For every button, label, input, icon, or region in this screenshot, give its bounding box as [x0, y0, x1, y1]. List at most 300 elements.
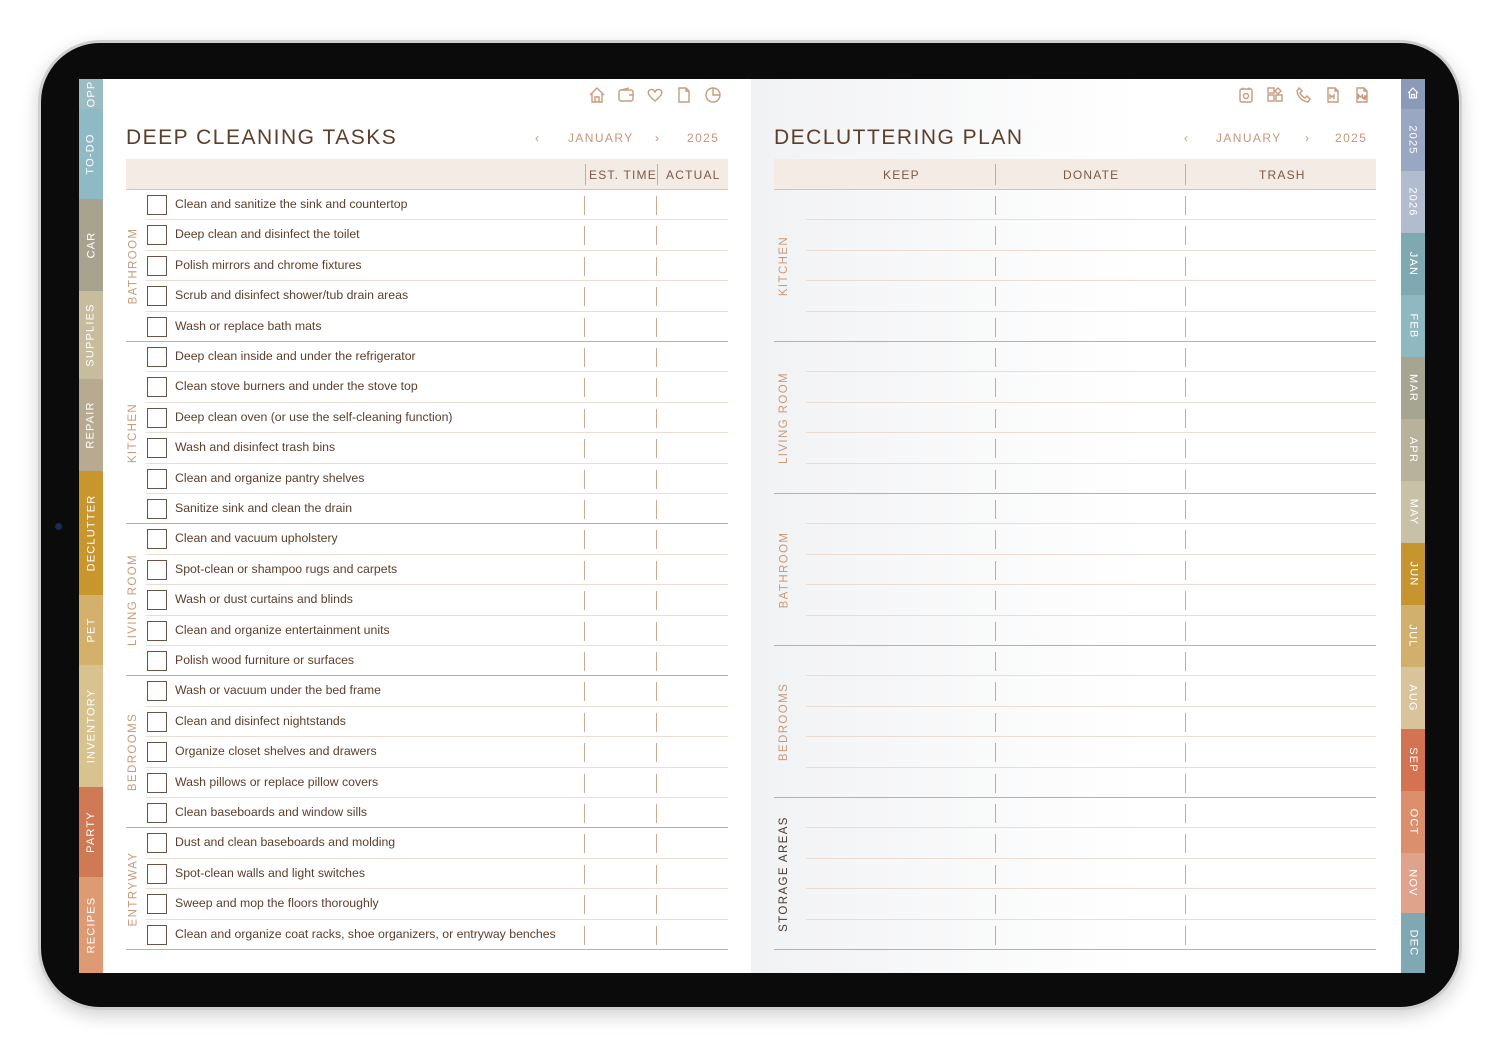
task-label: Clean and organize coat racks, shoe organizers, or entryway benches [175, 926, 556, 941]
task-checkbox[interactable] [147, 408, 167, 428]
tab-opp[interactable] [79, 79, 103, 109]
task-label: Wash or vacuum under the bed frame [175, 683, 381, 698]
deep-cleaning-page [103, 79, 751, 973]
actual-header: ACTUAL [666, 168, 721, 182]
table-row [146, 251, 728, 281]
actual-cell[interactable] [656, 500, 657, 519]
table-row [806, 707, 1376, 737]
est-time-cell[interactable] [584, 774, 585, 793]
task-label: Polish mirrors and chrome fixtures [175, 257, 362, 272]
tab-repair[interactable] [79, 379, 103, 471]
donate-cell[interactable] [1185, 348, 1186, 367]
donate-cell[interactable] [1185, 226, 1186, 245]
table-row [146, 555, 728, 585]
donate-cell[interactable] [1185, 470, 1186, 489]
table-row [806, 555, 1376, 585]
donate-cell[interactable] [1185, 378, 1186, 397]
task-label: Clean and organize entertainment units [175, 622, 390, 637]
donate-cell[interactable] [1185, 895, 1186, 914]
section-label-text: BEDROOMS [778, 682, 791, 762]
section-label-text: BEDROOMS [127, 713, 140, 792]
wallet-icon[interactable] [616, 85, 636, 110]
donate-cell[interactable] [1185, 500, 1186, 519]
table-row [806, 494, 1376, 524]
tab-label: MAR [1407, 373, 1420, 403]
table-row [146, 342, 728, 372]
page-title: DECLUTTERING PLAN [774, 126, 1024, 149]
est-time-cell[interactable] [584, 348, 585, 367]
tab-label: SUPPLIES [85, 303, 97, 367]
task-label: Sweep and mop the floors thoroughly [175, 896, 379, 911]
donate-cell[interactable] [1185, 834, 1186, 853]
tab-label: JUL [1406, 624, 1419, 648]
table-row [806, 403, 1376, 433]
section-label-text: STORAGE AREAS [778, 816, 790, 932]
task-checkbox[interactable] [147, 590, 167, 610]
task-checkbox[interactable] [147, 803, 167, 823]
tab-car[interactable] [79, 199, 103, 291]
actual-cell[interactable] [656, 865, 657, 884]
task-checkbox[interactable] [147, 773, 167, 793]
donate-cell[interactable] [1185, 652, 1186, 671]
table-row [146, 372, 728, 402]
prev-month-button[interactable]: ‹ [535, 131, 541, 145]
task-label: Wash or dust curtains and blinds [175, 592, 353, 607]
table-row [806, 190, 1376, 220]
tab-label: OCT [1407, 808, 1420, 836]
keep-cell[interactable] [995, 622, 996, 641]
section-label-text: BATHROOM [778, 531, 791, 609]
tab-label: JAN [1407, 251, 1420, 277]
keep-cell[interactable] [995, 682, 996, 701]
task-label: Polish wood furniture or surfaces [175, 653, 355, 667]
donate-cell[interactable] [1185, 622, 1186, 641]
task-checkbox[interactable] [147, 864, 167, 884]
task-label: Organize closet shelves and drawers [175, 744, 377, 759]
est-time-cell[interactable] [584, 318, 585, 337]
keep-cell[interactable] [995, 804, 996, 823]
table-row [146, 281, 728, 311]
column-divider [995, 164, 996, 185]
section-label-text: BATHROOM [127, 227, 140, 305]
donate-cell[interactable] [1185, 257, 1186, 276]
actual-cell[interactable] [656, 470, 657, 489]
tab-sep[interactable] [1401, 729, 1425, 791]
actual-cell[interactable] [656, 196, 657, 215]
section-label [774, 798, 794, 950]
tab-may[interactable] [1401, 481, 1425, 543]
keep-cell[interactable] [995, 287, 996, 306]
keep-cell[interactable] [995, 257, 996, 276]
table-row [146, 585, 728, 615]
actual-cell[interactable] [656, 834, 657, 853]
keep-cell[interactable] [995, 561, 996, 580]
table-row [146, 707, 728, 737]
est-time-cell[interactable] [584, 439, 585, 458]
table-row [806, 585, 1376, 615]
table-row [774, 616, 1376, 646]
table-row [126, 312, 728, 342]
month-label[interactable]: JANUARY [1216, 131, 1282, 145]
actual-cell[interactable] [656, 713, 657, 732]
keep-cell[interactable] [995, 196, 996, 215]
actual-cell[interactable] [656, 774, 657, 793]
task-label: Scrub and disinfect shower/tub drain areas [175, 288, 409, 303]
est-time-cell[interactable] [584, 470, 585, 489]
keep-cell[interactable] [995, 591, 996, 610]
donate-cell[interactable] [1185, 774, 1186, 793]
calendar-icon[interactable] [1236, 85, 1256, 110]
donate-cell[interactable] [1185, 926, 1186, 945]
tab-label: SEP [1407, 747, 1419, 773]
task-checkbox[interactable] [147, 286, 167, 306]
keep-cell[interactable] [995, 926, 996, 945]
donate-cell[interactable] [1185, 804, 1186, 823]
actual-cell[interactable] [656, 652, 657, 671]
keep-cell[interactable] [995, 348, 996, 367]
donate-cell[interactable] [1185, 409, 1186, 428]
table-row [146, 737, 728, 767]
section-label-text: LIVING ROOM [778, 371, 791, 465]
table-row [774, 312, 1376, 342]
task-label: Clean and organize pantry shelves [175, 470, 365, 485]
donate-cell[interactable] [1185, 196, 1186, 215]
tab-label: RECIPES [85, 896, 98, 954]
column-divider [585, 164, 586, 185]
table-row [806, 342, 1376, 372]
tab-to-do[interactable] [79, 109, 103, 199]
table-row [146, 859, 728, 889]
tab-declutter[interactable] [79, 471, 103, 595]
task-checkbox[interactable] [147, 712, 167, 732]
section-label [123, 524, 143, 676]
donate-header: DONATE [1063, 168, 1120, 182]
keep-cell[interactable] [995, 530, 996, 549]
est-time-cell[interactable] [584, 895, 585, 914]
task-label: Deep clean oven (or use the self-cleaning function) [175, 409, 453, 424]
actual-cell[interactable] [656, 439, 657, 458]
table-row [146, 768, 728, 798]
est-time-cell[interactable] [584, 652, 585, 671]
actual-cell[interactable] [656, 591, 657, 610]
tab-feb[interactable] [1401, 295, 1425, 357]
month-label[interactable]: JANUARY [568, 131, 634, 145]
home-icon[interactable] [587, 85, 607, 110]
task-label: Wash or replace bath mats [175, 318, 322, 333]
task-label: Wash pillows or replace pillow covers [175, 774, 379, 789]
right-toolbar [1236, 85, 1372, 110]
donate-cell[interactable] [1185, 561, 1186, 580]
table-header [126, 159, 728, 190]
donate-cell[interactable] [1185, 530, 1186, 549]
donate-cell[interactable] [1185, 865, 1186, 884]
donate-cell[interactable] [1185, 318, 1186, 337]
keep-cell[interactable] [995, 743, 996, 762]
table-row [146, 403, 728, 433]
task-checkbox[interactable] [147, 681, 167, 701]
table-row [126, 798, 728, 828]
est-time-cell[interactable] [584, 500, 585, 519]
tab-apr[interactable] [1401, 419, 1425, 481]
table-row [146, 433, 728, 463]
actual-cell[interactable] [656, 318, 657, 337]
section-label [123, 828, 143, 950]
est-time-cell[interactable] [584, 378, 585, 397]
actual-cell[interactable] [656, 682, 657, 701]
table-row [806, 889, 1376, 919]
est-time-cell[interactable] [584, 834, 585, 853]
tab-label: PET [85, 617, 97, 643]
actual-cell[interactable] [656, 226, 657, 245]
task-checkbox[interactable] [147, 529, 167, 549]
tab-label: APR [1407, 436, 1419, 464]
keep-cell[interactable] [995, 865, 996, 884]
est-time-cell[interactable] [584, 622, 585, 641]
keep-cell[interactable] [995, 409, 996, 428]
est-time-cell[interactable] [584, 561, 585, 580]
right-month-tabs [1401, 79, 1425, 973]
tab-label: MAY [1407, 498, 1419, 526]
tab-oct[interactable] [1401, 791, 1425, 853]
est-time-cell[interactable] [584, 743, 585, 762]
actual-cell[interactable] [656, 622, 657, 641]
actual-cell[interactable] [656, 378, 657, 397]
table-row [806, 859, 1376, 889]
table-row [806, 372, 1376, 402]
home-icon [1406, 86, 1420, 103]
task-label: Clean and sanitize the sink and countertop [175, 197, 408, 211]
planner-screen [79, 79, 1425, 973]
tab-label: TO-DO [85, 133, 97, 175]
section-label [774, 190, 794, 342]
keep-cell[interactable] [995, 652, 996, 671]
document-icon[interactable] [674, 85, 694, 110]
table-row [146, 464, 728, 494]
table-row [146, 828, 728, 858]
section-label-text: KITCHEN [778, 235, 790, 297]
table-row [806, 798, 1376, 828]
tab-label: 2026 [1407, 187, 1419, 217]
task-label: Clean and vacuum upholstery [175, 531, 338, 546]
tab-dec[interactable] [1401, 913, 1425, 973]
tab-recipes[interactable] [79, 877, 103, 973]
section-label [774, 342, 794, 494]
task-label: Clean stove burners and under the stove top [175, 379, 418, 394]
est-time-header: EST. TIME [589, 168, 657, 182]
est-time-cell[interactable] [584, 865, 585, 884]
est-time-cell[interactable] [584, 926, 585, 945]
keep-cell[interactable] [995, 834, 996, 853]
tab-label: REPAIR [85, 401, 97, 449]
heart-icon[interactable] [645, 85, 665, 110]
task-checkbox[interactable] [147, 347, 167, 367]
task-checkbox[interactable] [147, 894, 167, 914]
actual-cell[interactable] [656, 287, 657, 306]
task-checkbox[interactable] [147, 438, 167, 458]
tab-jul[interactable] [1401, 605, 1425, 667]
next-month-button[interactable]: › [1305, 131, 1311, 145]
keep-header: KEEP [883, 168, 920, 182]
actual-cell[interactable] [656, 804, 657, 823]
keep-cell[interactable] [995, 895, 996, 914]
actual-cell[interactable] [656, 561, 657, 580]
section-label [774, 494, 794, 646]
column-divider [1185, 164, 1186, 185]
donate-cell[interactable] [1185, 591, 1186, 610]
task-label: Spot-clean walls and light switches [175, 865, 366, 880]
tablet-frame [38, 40, 1462, 1010]
keep-cell[interactable] [995, 378, 996, 397]
task-checkbox[interactable] [147, 499, 167, 519]
table-row [146, 524, 728, 554]
tab-nov[interactable] [1401, 853, 1425, 913]
pie-chart-icon[interactable] [703, 85, 723, 110]
task-label: Wash and disinfect trash bins [175, 440, 336, 455]
tab-label: NOV [1407, 869, 1419, 897]
est-time-cell[interactable] [584, 257, 585, 276]
note-m2-icon[interactable] [1352, 85, 1372, 110]
est-time-cell[interactable] [584, 530, 585, 549]
task-label: Dust and clean baseboards and molding [175, 835, 396, 850]
prev-month-button[interactable]: ‹ [1184, 131, 1190, 145]
tab-mar[interactable] [1401, 357, 1425, 419]
tab-2025[interactable] [1401, 109, 1425, 171]
table-row [126, 494, 728, 524]
year-label[interactable]: 2025 [687, 131, 720, 145]
table-row [126, 646, 728, 676]
tab-label: FEB [1407, 313, 1419, 339]
tab-aug[interactable] [1401, 667, 1425, 729]
donate-cell[interactable] [1185, 287, 1186, 306]
table-row [806, 828, 1376, 858]
tab-supplies[interactable] [79, 291, 103, 379]
donate-cell[interactable] [1185, 439, 1186, 458]
table-row [806, 251, 1376, 281]
phone-icon[interactable] [1294, 85, 1314, 110]
table-row [774, 920, 1376, 950]
donate-cell[interactable] [1185, 713, 1186, 732]
section-label [123, 190, 143, 342]
year-label[interactable]: 2025 [1335, 131, 1368, 145]
est-time-cell[interactable] [584, 287, 585, 306]
decluttering-page [751, 79, 1401, 973]
note-m1-icon[interactable] [1323, 85, 1343, 110]
page-title: DEEP CLEANING TASKS [126, 126, 398, 149]
table-row [146, 190, 728, 220]
keep-cell[interactable] [995, 439, 996, 458]
task-label: Spot-clean or shampoo rugs and carpets [175, 561, 398, 576]
task-checkbox[interactable] [147, 195, 167, 215]
actual-cell[interactable] [656, 409, 657, 428]
camera-icon [55, 523, 62, 530]
left-toolbar [587, 85, 723, 110]
donate-cell[interactable] [1185, 682, 1186, 701]
tab-jun[interactable] [1401, 543, 1425, 605]
keep-cell[interactable] [995, 774, 996, 793]
actual-cell[interactable] [656, 743, 657, 762]
tab-pet[interactable] [79, 595, 103, 665]
tab-label: OPP [85, 80, 97, 108]
task-checkbox[interactable] [147, 469, 167, 489]
keep-cell[interactable] [995, 500, 996, 519]
section-label [774, 646, 794, 798]
task-checkbox[interactable] [147, 377, 167, 397]
table-row [806, 676, 1376, 706]
task-checkbox[interactable] [147, 621, 167, 641]
task-label: Clean and disinfect nightstands [175, 713, 346, 728]
section-label-text: KITCHEN [127, 403, 139, 464]
keep-cell[interactable] [995, 318, 996, 337]
task-checkbox[interactable] [147, 560, 167, 580]
table-row [806, 737, 1376, 767]
tab-label: INVENTORY [85, 688, 98, 764]
section-label [123, 676, 143, 828]
table-row [774, 464, 1376, 494]
task-checkbox[interactable] [147, 225, 167, 245]
est-time-cell[interactable] [584, 196, 585, 215]
tab-label: CAR [85, 231, 98, 259]
est-time-cell[interactable] [584, 682, 585, 701]
tab-home-icon[interactable] [1401, 79, 1425, 109]
keep-cell[interactable] [995, 713, 996, 732]
table-row [806, 433, 1376, 463]
task-checkbox[interactable] [147, 317, 167, 337]
section-label-text: ENTRYWAY [127, 851, 140, 927]
est-time-cell[interactable] [584, 226, 585, 245]
tab-2026[interactable] [1401, 171, 1425, 233]
table-row [806, 646, 1376, 676]
table-header [774, 159, 1376, 190]
task-label: Deep clean and disinfect the toilet [175, 227, 360, 242]
task-checkbox[interactable] [147, 651, 167, 671]
donate-cell[interactable] [1185, 743, 1186, 762]
actual-cell[interactable] [656, 257, 657, 276]
left-section-tabs [79, 79, 103, 973]
tab-label: AUG [1407, 684, 1419, 712]
column-divider [657, 164, 658, 185]
keep-cell[interactable] [995, 226, 996, 245]
actual-cell[interactable] [656, 348, 657, 367]
table-row [126, 920, 728, 950]
task-label: Deep clean inside and under the refrigerator [175, 349, 416, 363]
grid-icon[interactable] [1265, 85, 1285, 110]
actual-cell[interactable] [656, 895, 657, 914]
tab-party[interactable] [79, 787, 103, 877]
keep-cell[interactable] [995, 470, 996, 489]
table-row [146, 616, 728, 646]
task-checkbox[interactable] [147, 925, 167, 945]
table-row [806, 281, 1376, 311]
task-checkbox[interactable] [147, 833, 167, 853]
section-label [123, 342, 143, 524]
task-checkbox[interactable] [147, 742, 167, 762]
tab-inventory[interactable] [79, 665, 103, 787]
section-label-text: LIVING ROOM [127, 554, 140, 647]
est-time-cell[interactable] [584, 713, 585, 732]
actual-cell[interactable] [656, 530, 657, 549]
tab-jan[interactable] [1401, 233, 1425, 295]
task-label: Clean baseboards and window sills [175, 805, 368, 819]
task-checkbox[interactable] [147, 256, 167, 276]
actual-cell[interactable] [656, 926, 657, 945]
tab-label: DEC [1407, 929, 1420, 957]
table-row [774, 768, 1376, 798]
table-row [806, 220, 1376, 250]
est-time-cell[interactable] [584, 804, 585, 823]
est-time-cell[interactable] [584, 409, 585, 428]
est-time-cell[interactable] [584, 591, 585, 610]
next-month-button[interactable]: › [655, 131, 661, 145]
